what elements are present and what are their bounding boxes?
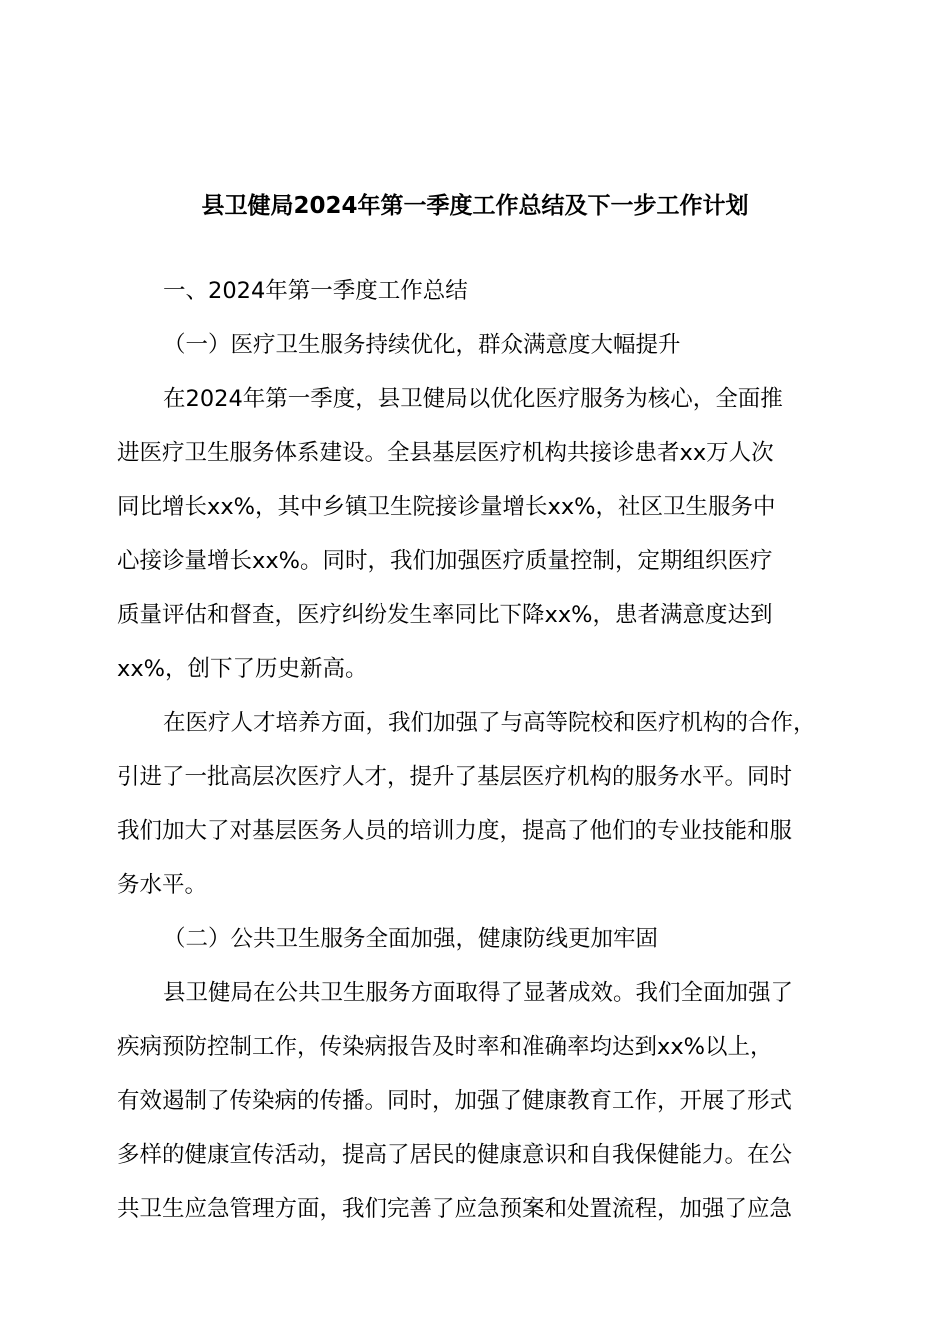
paragraph-line: 县卫健局在公共卫生服务方面取得了显著成效。我们全面加强了	[163, 980, 794, 1006]
paragraph-line: 同比增长xx%，其中乡镇卫生院接诊量增长xx%，社区卫生服务中	[117, 494, 776, 520]
paragraph-line: 有效遏制了传染病的传播。同时，加强了健康教育工作，开展了形式	[117, 1088, 793, 1114]
paragraph-line: 务水平。	[117, 872, 208, 898]
section-heading: 一、2024年第一季度工作总结	[163, 278, 468, 304]
paragraph-line: 进医疗卫生服务体系建设。全县基层医疗机构共接诊患者xx万人次	[117, 440, 774, 466]
paragraph-line: 多样的健康宣传活动，提高了居民的健康意识和自我保健能力。在公	[117, 1142, 793, 1168]
subsection-heading: （一）医疗卫生服务持续优化，群众满意度大幅提升	[163, 332, 681, 358]
document-body	[117, 270, 847, 1242]
paragraph-line: 共卫生应急管理方面，我们完善了应急预案和处置流程，加强了应急	[117, 1196, 793, 1222]
subsection-heading: （二）公共卫生服务全面加强，健康防线更加牢固	[163, 926, 659, 952]
paragraph-line: 心接诊量增长xx%。同时，我们加强医疗质量控制，定期组织医疗	[117, 548, 773, 574]
paragraph-line: 质量评估和督查，医疗纠纷发生率同比下降xx%，患者满意度达到	[117, 602, 773, 628]
paragraph-line: 引进了一批高层次医疗人才，提升了基层医疗机构的服务水平。同时	[117, 764, 793, 790]
paragraph-line: 疾病预防控制工作，传染病报告及时率和准确率均达到xx%以上，	[117, 1034, 773, 1060]
paragraph-line: 我们加大了对基层医务人员的培训力度，提高了他们的专业技能和服	[117, 818, 793, 844]
document-title: 县卫健局2024年第一季度工作总结及下一步工作计划	[201, 193, 749, 219]
paragraph-line: 在医疗人才培养方面，我们加强了与高等院校和医疗机构的合作，	[163, 710, 816, 736]
paragraph-line: 在2024年第一季度，县卫健局以优化医疗服务为核心，全面推	[163, 386, 783, 412]
paragraph-line: xx%，创下了历史新高。	[117, 656, 368, 682]
